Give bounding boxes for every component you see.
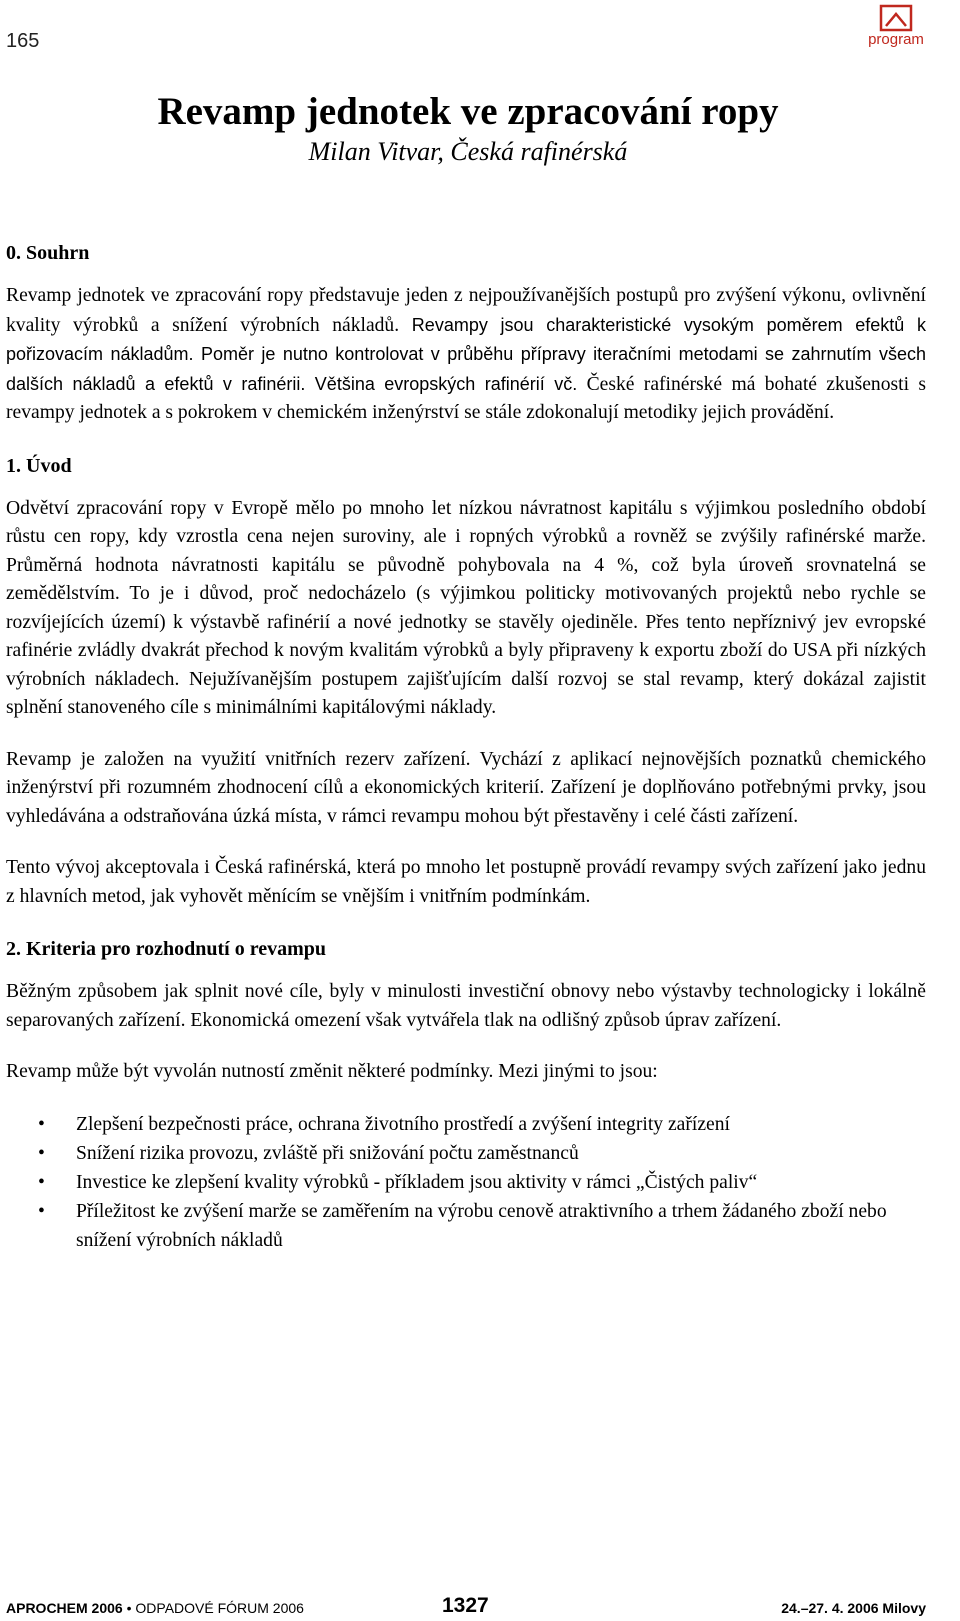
souhrn-text-1: Revamp jednotek ve zpracování ropy představuje jeden z nejpoužívanějších postupů pro zvýšení výkonu, ovlivnění kvality výrobků a snížení výrobních nákladů.: [6, 285, 926, 336]
souhrn-text-2: Revampy jsou charakteristické vysokým poměrem efektů k pořizovacím nákladům. Poměr je nutno kontrolovat v průběhu přípravy iteračními metodami se zahrnutím všech dalších nákladů a efektů v rafinérii. Většina evropských rafinérií vč.: [6, 314, 926, 394]
uvod-paragraph-3: Tento vývoj akceptovala i Česká rafinérská, která po mnoho let postupně provádí revampy svých zařízení jako jednu z hlavních metod, jak vyhovět měnícím se vnějším i vnitřním podmínkám.: [6, 857, 926, 907]
author-line: Milan Vitvar, Česká rafinérská: [308, 137, 628, 166]
kriteria-paragraph-2: Revamp může být vyvolán nutností změnit některé podmínky. Mezi jinými to jsou:: [6, 1061, 658, 1082]
souhrn-paragraph: [6, 282, 926, 428]
souhrn-text-3: České rafinérské má bohaté zkušenosti s revampy jednotek a s pokrokem v chemickém inženýrství se stále zdokonalují metodiky jejich provádění.: [6, 373, 926, 423]
program-logo-icon: [879, 4, 913, 32]
bullet-icon: •: [38, 1171, 45, 1193]
footer-event-rest: ODPADOVÉ FÓRUM 2006: [135, 1600, 304, 1616]
kriteria-paragraph-1: Běžným způsobem jak splnit nové cíle, byly v minulosti investiční obnovy nebo výstavby technologicky i lokálně separovaných zařízení. Ekonomická omezení však vytvářela tlak na odlišný způsob úprav zařízení.: [6, 981, 926, 1031]
list-item: • Investice ke zlepšení kvality výrobků - příkladem jsou aktivity v rámci „Čistých paliv“: [6, 1168, 926, 1197]
bullet-icon: •: [38, 1200, 45, 1222]
page-number: 165: [6, 30, 40, 52]
title-block: [0, 88, 936, 168]
list-item: • Zlepšení bezpečnosti práce, ochrana životního prostředí a zvýšení integrity zařízení: [6, 1110, 926, 1139]
logo-text: program: [868, 31, 924, 48]
footer-separator: •: [122, 1600, 136, 1616]
page-footer: [6, 1592, 926, 1616]
section-heading-kriteria: 2. Kriteria pro rozhodnutí o revampu: [6, 938, 326, 960]
bullet-icon: •: [38, 1142, 45, 1164]
footer-event-bold: APROCHEM 2006: [6, 1600, 123, 1616]
footer-event: [6, 1600, 304, 1616]
section-heading-souhrn: 0. Souhrn: [6, 242, 90, 264]
bullet-icon: •: [38, 1113, 45, 1135]
article-body: [6, 238, 926, 1255]
list-item: • Snížení rizika provozu, zvláště při snižování počtu zaměstnanců: [6, 1139, 926, 1168]
program-logo: [864, 4, 928, 48]
footer-page-number: 1327: [442, 1594, 489, 1617]
list-item: • Příležitost ke zvýšení marže se zaměřením na výrobu cenově atraktivního a trhem žádaného zboží nebo snížení výrobních nákladů: [6, 1197, 926, 1255]
uvod-paragraph-1: Odvětví zpracování ropy v Evropě mělo po mnoho let nízkou návratnost kapitálu s výjimkou posledního období růstu cen ropy, kdy vzrostla cena nejen suroviny, ale i ropných výrobků a rovněž se zvýšily rafinérské marže. Průměrná hodnota návratnosti kapitálu se původně pohybovala na 4 %, což byla úroveň srovnatelná se zemědělstvím. To je i důvod, proč nedocházelo (s výjimkou politicky motivovaných projektů nebo rychle se rozvíjejících území) k výstavbě rafinérií a nové jednotky se stavěly ojediněle. Přes tento nepříznivý jev evropské rafinérie zvládly dvakrát přechod k novým kvalitám výrobků a byly připraveny k exportu zboží do USA při nízkých výrobních nákladech. Nejužívanějším postupem zajišťujícím další rozvoj se stal revamp, který dokázal zajistit splnění stanoveného cíle s minimálními kapitálovými náklady.: [6, 497, 926, 718]
page-title: Revamp jednotek ve zpracování ropy: [157, 90, 779, 133]
section-heading-uvod: 1. Úvod: [6, 454, 72, 477]
footer-dates: 24.–27. 4. 2006 Milovy: [781, 1600, 926, 1616]
uvod-paragraph-2: Revamp je založen na využití vnitřních rezerv zařízení. Vychází z aplikací nejnovějších poznatků chemického inženýrství při rozumném zhodnocení cílů a ekonomických kriterií. Zařízení je doplňováno potřebnými prvky, jsou vyhledávána a odstraňována úzká místa, v rámci revampu mohou být přestavěny i celé části zařízení.: [6, 748, 926, 827]
kriteria-bullet-list: [6, 1110, 926, 1255]
